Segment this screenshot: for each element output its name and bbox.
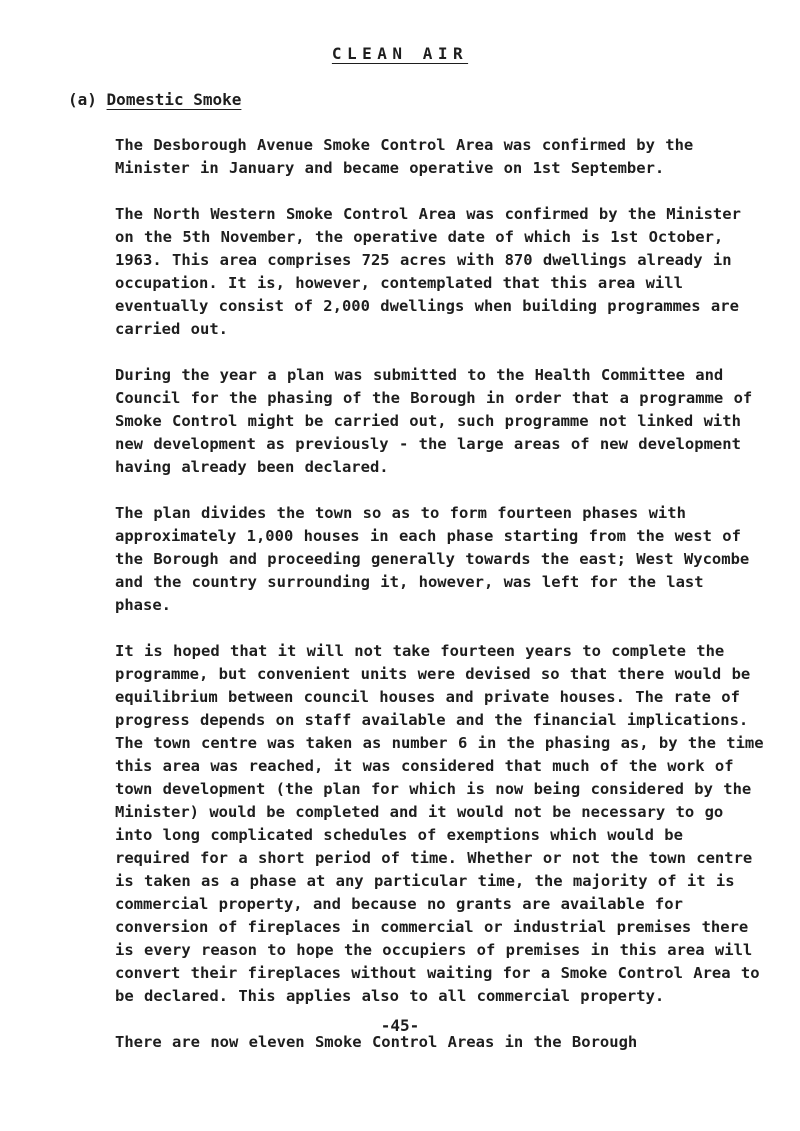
section-heading xyxy=(68,90,241,109)
section-heading-text: Domestic Smoke xyxy=(106,90,242,109)
paragraph: The plan divides the town so as to form fourteen phases with approximately 1,000 houses in each phase starting from the west of the Borough and proceeding generally towards the east; West Wycombe and the country surrounding it, however, was left for the last phase. xyxy=(115,504,750,614)
section-label: (a) xyxy=(68,90,97,109)
paragraph: During the year a plan was submitted to the Health Committee and Council for the phasing of the Borough in order that a programme of Smoke Control might be carried out, such programme not linked with new development as previously - the large areas of new development having already been declared. xyxy=(115,366,753,476)
page-number: -45- xyxy=(380,1016,420,1035)
paragraph: It is hoped that it will not take fourteen years to complete the programme, but convenient units were devised so that there would be equilibrium between council houses and private houses. The rate of progress depends on staff available and the financial implications. The town centre was taken as number 6 in the phasing as, by the time this area was reached, it was considered that much of the work of town development (the plan for which is now being considered by the Minister) would be completed and it would not be necessary to go into long complicated schedules of exemptions which would be required for a short period of time. Whether or not the town centre is taken as a phase at any particular time, the majority of it is commercial property, and because no grants are available for conversion of fireplaces in commercial or industrial premises there is every reason to hope the occupiers of premises in this area will convert their fireplaces without waiting for a Smoke Control Area to be declared. This applies also to all commercial property. xyxy=(115,642,764,1005)
paragraph: The North Western Smoke Control Area was confirmed by the Minister on the 5th November, the operative date of which is 1st October, 1963. This area comprises 725 acres with 870 dwellings already in occupation. It is, however, contemplated that this area will eventually consist of 2,000 dwellings when building programmes are carried out. xyxy=(115,205,741,338)
body-text xyxy=(115,134,765,1077)
page-title: CLEAN AIR xyxy=(331,44,469,63)
paragraph: The Desborough Avenue Smoke Control Area was confirmed by the Minister in January and became operative on 1st September. xyxy=(115,136,694,177)
paragraph: There are now eleven Smoke Control Areas in the Borough xyxy=(115,1033,638,1051)
